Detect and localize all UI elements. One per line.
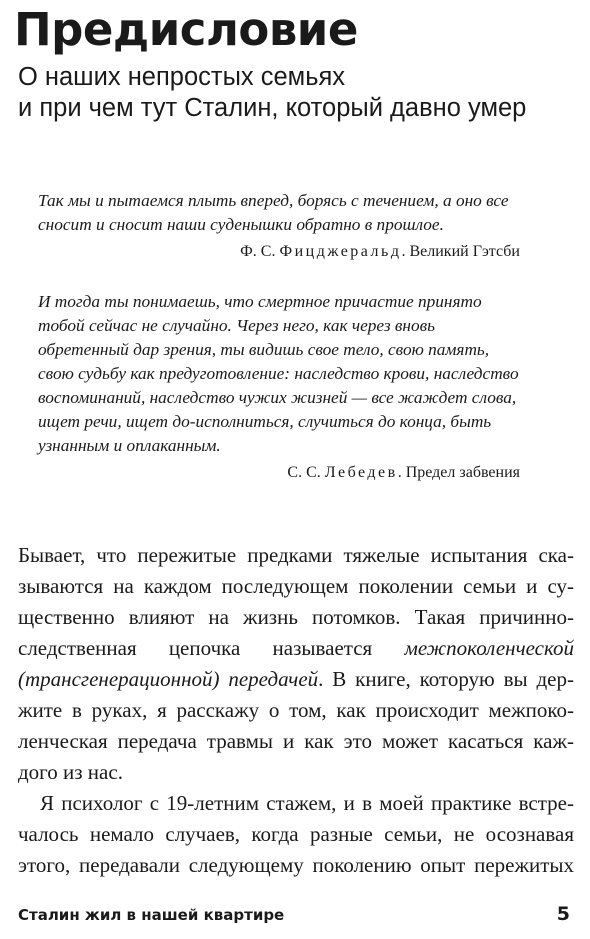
epigraph-line: Так мы и пытаемся плыть вперед, борясь с течением, а оно все bbox=[38, 191, 509, 210]
subtitle-line: и при чем тут Сталин, который давно умер bbox=[18, 94, 527, 122]
body-text-run: ленческая передача травмы и как это может касаться каж- bbox=[18, 729, 574, 753]
emphasis-term: межпоколенческой bbox=[404, 636, 574, 660]
body-text-run: щественно влияют на жизнь потомков. Такая причинно- bbox=[18, 605, 574, 629]
body-line bbox=[18, 757, 574, 788]
body-line bbox=[18, 819, 574, 850]
body-text-run: Бывает, что пережитые предками тяжелые испытания ска- bbox=[18, 543, 574, 567]
author-initials: С. С. bbox=[287, 464, 325, 481]
body-text-run: Я психолог с 19-летним стажем, и в моей практике встре- bbox=[40, 791, 574, 815]
body-line bbox=[18, 788, 574, 819]
running-footer-title: Сталин жил в нашей квартире bbox=[18, 906, 285, 924]
subtitle-line: О наших непростых семьях bbox=[18, 63, 346, 91]
author-surname: Фицджеральд bbox=[279, 243, 402, 260]
author-surname: Лебедев bbox=[324, 464, 398, 481]
epigraph-line: узнанным и оплаканным. bbox=[38, 436, 221, 455]
epigraph-line: воспоминаний, наследство чужих жизней — все жаждет слова, bbox=[38, 388, 517, 407]
epigraph-line: И тогда ты понимаешь, что смертное причастие принято bbox=[38, 292, 482, 311]
epigraph-line: обретенный дар зрения, ты видишь свое тело, свою память, bbox=[38, 340, 490, 359]
body-text-run: чалось немало случаев, когда разные семьи, не осознавая bbox=[18, 822, 574, 846]
body-line bbox=[18, 695, 574, 726]
epigraph-lebedev bbox=[38, 290, 520, 484]
author-initials: Ф. С. bbox=[240, 243, 280, 260]
epigraph-line: тобой сейчас не случайно. Через него, как через вновь bbox=[38, 316, 436, 335]
body-text-run: этого, передавали следующему поколению опыт пережитых bbox=[18, 853, 574, 877]
body-text-run: дого из нас. bbox=[18, 760, 123, 784]
body-line bbox=[18, 664, 574, 695]
epigraph-fitzgerald bbox=[38, 189, 520, 263]
epigraph-line: ищет речи, ищет до-исполниться, случиться до конца, быть bbox=[38, 412, 492, 431]
body-line bbox=[18, 540, 574, 571]
body-text-run: . В книге, которую вы дер- bbox=[318, 667, 574, 691]
body-text bbox=[18, 540, 574, 881]
epigraph-line: свою судьбу как предуготовление: наследство крови, наследство bbox=[38, 364, 519, 383]
emphasis-term: (трансгенерационной) передачей bbox=[18, 667, 319, 691]
body-line bbox=[18, 602, 574, 633]
chapter-subtitle bbox=[18, 62, 526, 124]
epigraph-line: сносит и сносит наши суденышки обратно в прошлое. bbox=[38, 215, 444, 234]
epigraph-attribution bbox=[38, 241, 520, 263]
page-title: Предисловие bbox=[14, 3, 358, 56]
body-line bbox=[18, 571, 574, 602]
body-text-run: следственная цепочка называется bbox=[18, 636, 405, 660]
body-line bbox=[18, 633, 574, 664]
body-line bbox=[18, 726, 574, 757]
work-title: . Предел забвения bbox=[397, 464, 520, 481]
work-title: . Великий Гэтсби bbox=[401, 243, 520, 260]
body-line bbox=[18, 850, 574, 881]
page-number: 5 bbox=[556, 903, 570, 925]
body-text-run: зываются на каждом последующем поколении семьи и су- bbox=[18, 574, 574, 598]
epigraph-attribution bbox=[38, 462, 520, 484]
body-text-run: жите в руках, я расскажу о том, как происходит межпоко- bbox=[18, 698, 574, 722]
